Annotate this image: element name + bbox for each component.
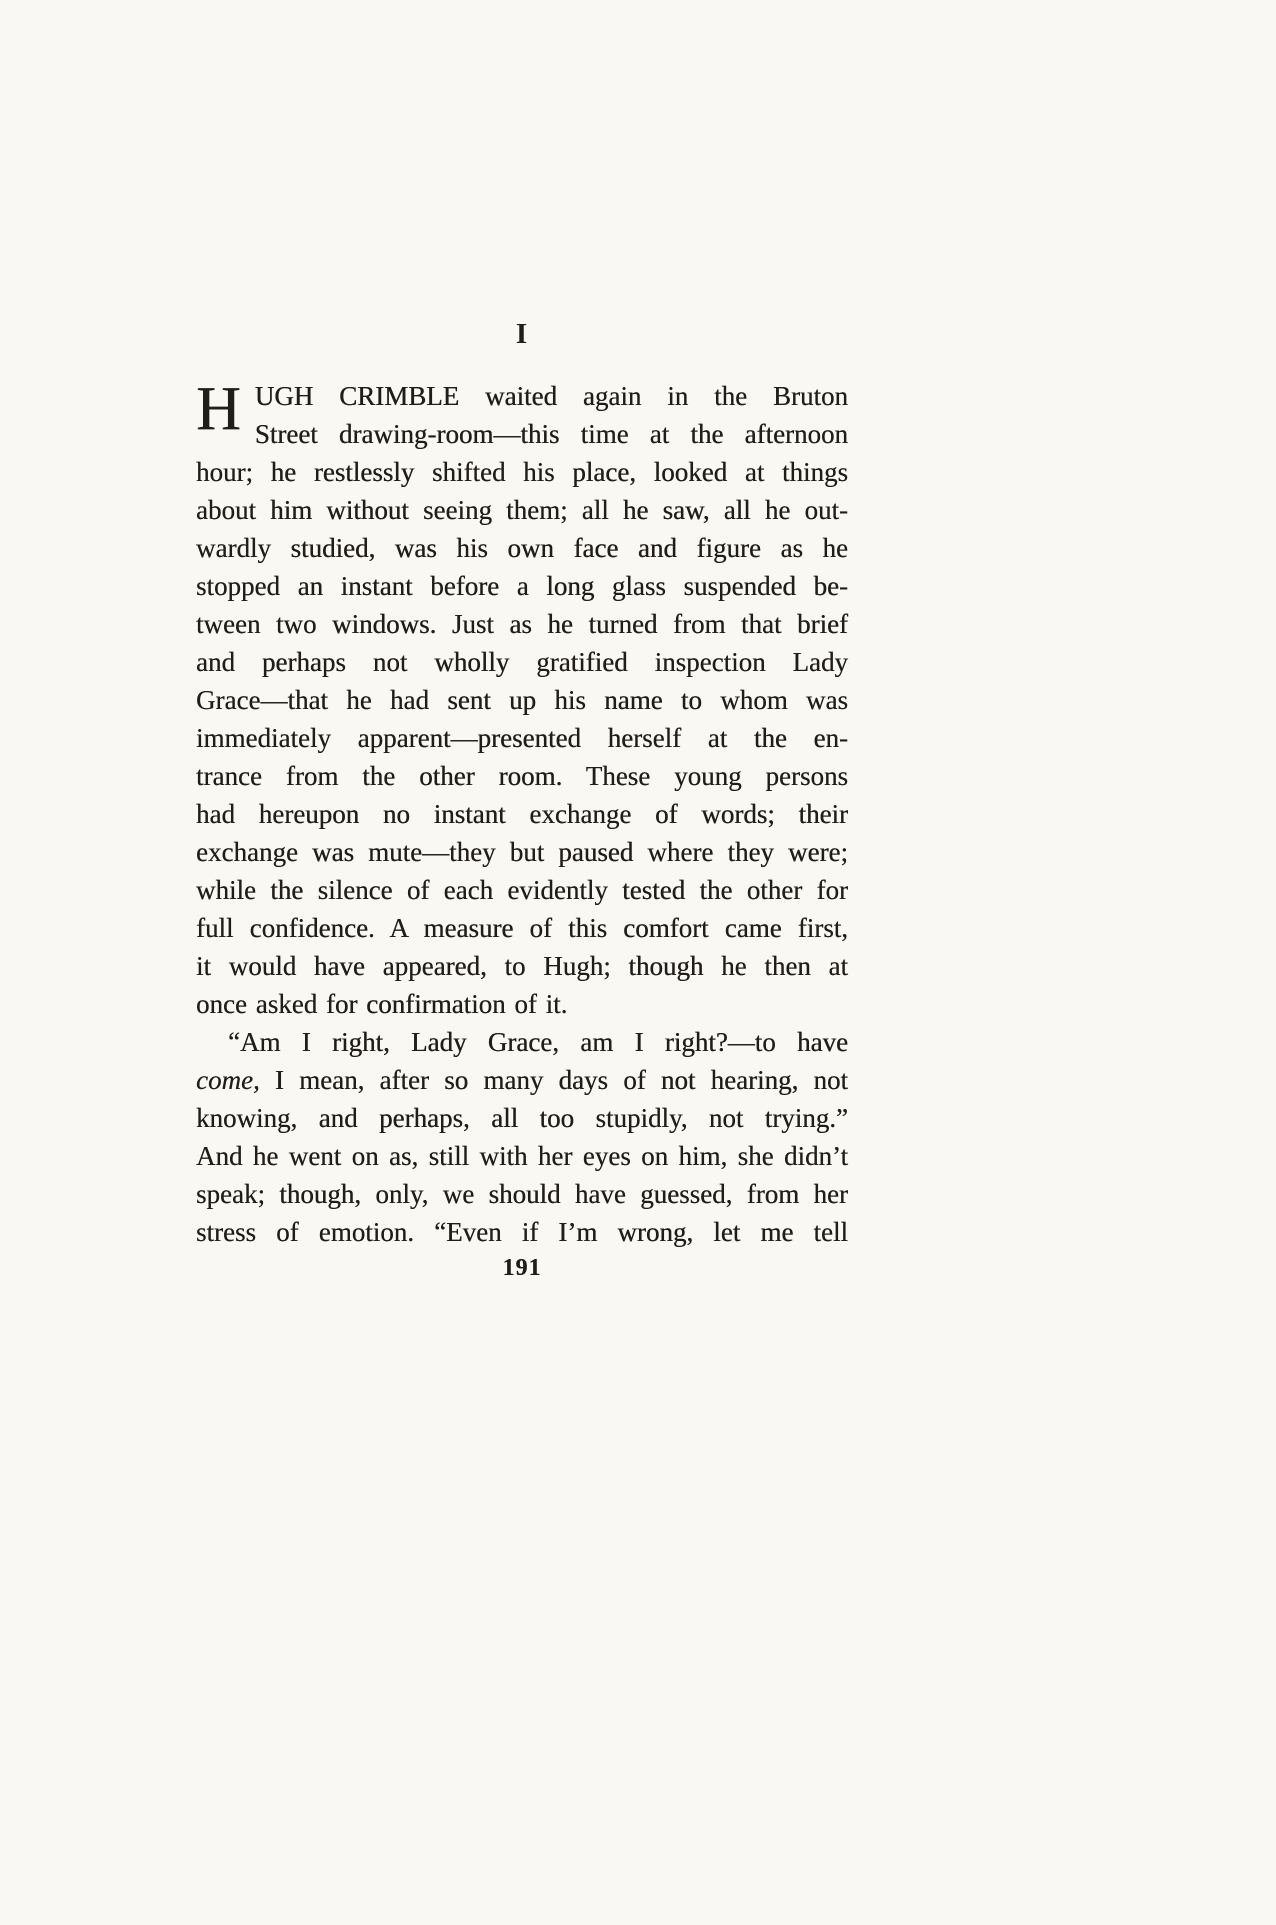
- text-line: [196, 1061, 848, 1099]
- text-block: [196, 318, 848, 1282]
- text-line: had hereupon no instant exchange of words; their: [196, 799, 848, 829]
- text-line: once asked for confirmation of it.: [196, 989, 568, 1019]
- text-line: it would have appeared, to Hugh; though he then at: [196, 951, 848, 981]
- text-line: knowing, and perhaps, all too stupidly, not trying.”: [196, 1103, 848, 1133]
- paragraph-1: [196, 377, 848, 1023]
- text-line: about him without seeing them; all he saw, all he out-: [196, 495, 848, 525]
- text-line: immediately apparent—presented herself at the en-: [196, 723, 848, 753]
- drop-cap: H: [196, 375, 241, 443]
- text-line: “Am I right, Lady Grace, am I right?—to have: [228, 1027, 848, 1057]
- page-number: 191: [502, 1255, 542, 1281]
- text-line: trance from the other room. These young persons: [196, 761, 848, 791]
- text-segment: I mean, after so many days of not hearing, not: [259, 1065, 848, 1095]
- text-line: Grace—that he had sent up his name to whom was: [196, 685, 848, 715]
- text-line: speak; though, only, we should have guessed, from her: [196, 1179, 848, 1209]
- italic-word: come,: [196, 1065, 260, 1095]
- text-line: exchange was mute—they but paused where they were;: [196, 837, 848, 867]
- text-line: stress of emotion. “Even if I’m wrong, let me tell: [196, 1217, 848, 1247]
- text-line: stopped an instant before a long glass suspended be-: [196, 571, 848, 601]
- text-line: UGH CRIMBLE waited again in the Bruton: [254, 381, 848, 411]
- text-line: while the silence of each evidently tested the other for: [196, 875, 848, 905]
- text-line: and perhaps not wholly gratified inspection Lady: [196, 647, 848, 677]
- text-line: tween two windows. Just as he turned from that brief: [196, 609, 848, 639]
- chapter-heading: I: [515, 318, 529, 350]
- text-line: hour; he restlessly shifted his place, looked at things: [196, 457, 848, 487]
- text-line: full confidence. A measure of this comfort came first,: [196, 913, 848, 943]
- text-line: wardly studied, was his own face and figure as he: [196, 533, 848, 563]
- paragraph-2: [196, 1023, 848, 1251]
- text-line: Street drawing-room—this time at the afternoon: [254, 419, 848, 449]
- text-line: And he went on as, still with her eyes on him, she didn’t: [196, 1141, 848, 1171]
